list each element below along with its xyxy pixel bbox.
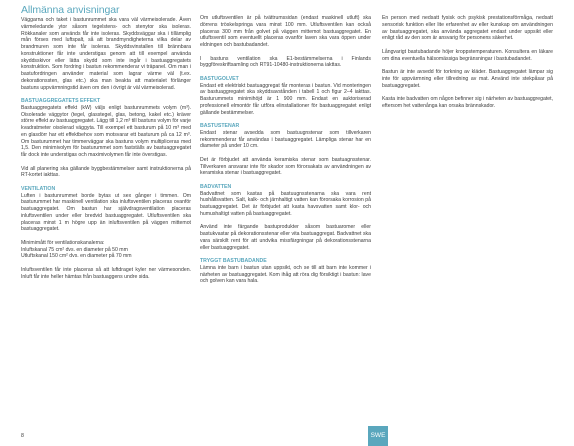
heading-stones: BASTUSTENAR [200,123,240,129]
effect-paragraph: Bastuaggregatets effekt (kW) väljs enligt bastunrummets volym (m³). Oisolerade väggytor (tegel, glasstegel, glas, betong, kakel etc.) kräver större effekt av bastuaggregatet. Lägg till 1,2 m³ till bastuns volym för varje kvadratmeter oisolerad väggyta. Till exempel ett basturum på 10 m³ med en glasdörr har ett effektbehov som motsvarar ett basturum på ca 12 m³. Om basturummet har timmerväggar ska bastuns volym multipliceras med 1,5. Den minimivolym för basturummet som fastställs av bastuaggregatet får dock inte understigas och maximivolymen får inte överstigas. [21,104,191,158]
page-title: Allmänna anvisningar [21,4,120,16]
ventilation-inlet: Inluftskanal 75 cm² dvs. en diameter på 50 mm [21,246,128,253]
drying-paragraph: Bastun är inte avsedd för torkning av kläder. Bastuaggregatet lämpar sig inte för uppvärmning eller tillredning av mat. Använd inte stekpåsar på bastuaggregatet. [382,69,553,89]
page-number: 8 [21,433,24,439]
column-left [21,4,191,280]
column-middle [200,15,371,285]
stones-paragraph: Endast stenar avsedda som bastuugnstenar som tillverkaren rekommenderar får användas i bastuaggregatet. Lämpliga stenar har en diameter på under 10 cm. [200,129,371,150]
water-paragraph: Badvattnet som kastas på bastuugnsstenarna ska vara rent hushållsvatten. Salt, kalk- och järnhaltigt vatten kan förorsaka korrosion på bastuaggregatet. Det är förbjudet att kasta havsvatten samt klor- och humushaltigt vatten på bastuaggregatet. [200,190,371,217]
outlet-paragraph: Om utluftsventilen är på tvättrumssidan (endast maskinell utluft) ska dörrens tröskelspringa vara minst 100 mm. Utluftsventilen kan också placeras 300 mm från golvet på väggen mittemot bastuaggregatet. En utluftsventil som eventuellt placeras ovanför laven ska vara öppen under eldningen och bastubadandet. [200,15,371,48]
ventilation-min-label: Minimimått för ventilationskanalerna: [21,239,105,246]
ventilation-note: Inluftsventilen får inte placeras så att luftdraget kyler ner värmesonden. Inluft får inte heller hämtas från bastuaggens undre sida. [21,266,191,280]
heading-floor: BASTUGOLVET [200,75,239,82]
effect-note: Vid all planering ska gällande byggbestämmelser samt instruktionerna på RT-kortet iakttas. [21,165,191,179]
column-right [382,15,553,110]
regulations-paragraph: I bastuns ventilation ska E1-bestämmelserna i Finlands byggföreskriftsamling och RT91-10480-instruktionerna iakttas. [200,55,371,69]
heading-ventilation: VENTILATION [21,185,56,192]
safety-paragraph: Lämna inte barn i bastun utan uppsikt, och se till att barn inte kommer i närheten av bastuaggregatet. Kom ihåg att röra dig försiktigt i bastun: lave och golven kan vara hala. [200,264,371,285]
language-tab: SWE [368,426,388,446]
ventilation-outlet: Utluftskanal 150 cm² dvs. en diameter på 70 mm [21,253,132,260]
heading-water: BADVATTEN [200,183,232,190]
supervision-paragraph: En person med nedsatt fysisk och psykisk prestationsförmåga, nedsatt sensorisk funktion eller lite erfarenhet av eller kunskap om användningen av bastuaggregatet, ska använda aggregatet endast under uppsikt eller enligt råd av den som är ansvarig för personens säkerhet. [382,15,553,42]
ventilation-paragraph: Luften i bastunrummet borde bytas ut sex gånger i timmen. Om basturummet har maskinell ventilation ska inluftsventilen placeras ovanför bastuaggregatet. Om bastun har självdragsventilation placeras inluftsventilen under eller bredvid bastuaggregatet. Utluftsventilen ska placeras minst 1 m högre upp än inluftsventilen på väggen mittemot bastuaggregatet. [21,192,191,233]
floor-paragraph: Endast ett elektriskt bastuaggregat får monteras i bastun. Vid monteringen av bastuaggregatet ska skyddsavstånden i tabell 1 och figur 2–4 iakttas. Basturummets minimihöjd är 1 900 mm. Endast en auktoriserad professionell elmontör får utföra elinstallationer för bastuaggregatet enligt gällande bestämmelser. [200,82,371,116]
intro-paragraph: Väggarna och taket i bastunrummet ska vara väl värmeisolerade. Även värmeledande ytor såsom tegelstens- och stenytor ska isoleras. Rökkanaler som används får inte isoleras. Skyddsväggar ska i tillämplig mån förses med luftspalt, så att brandmyndigheterna vilka delar av brandmuren som inte får isoleras. Skyddsvinstallen till brännbara konstruktioner får inte understigas genom att till exempel använda skyddsskivor eller lätta skydd som inte ingår i bastuaggregatets konstruktion. Som fordring i bastun rekommenderar vi träpanel. Om man i bastufordringen använder material som lagrar värme väl (t.ex. dekorationssten, glas etc.) ska man beakta att materialet förlänger bastuns uppvärmningstid även om den i övrigt är väl värmeisolerad. [21,17,191,91]
health-paragraph: Långvarigt bastubadande höjer kroppstemperaturen. Konsultera en läkare om dina eventuella hälsomässiga begränsningar i bastubadandet. [382,48,553,62]
heading-safety: TRYGGT BASTUBADANDE [200,258,267,264]
heading-effect: BASTUAGGREGATETS EFFEKT [21,98,101,104]
stones-warning: Det är förbjudet att använda keramiska stenar som bastuagnsstenar. Tillverkaren ansvarar inte för skador som förorsakats av användningen av keramiska stenar i bastuaggregatet. [200,156,371,177]
steam-paragraph: Kasta inte badvatten om någon befinner sig i närheten av bastuaggregatet, eftersom het vattenånga kan orsaka brännskador. [382,96,553,109]
water-note: Använd inte färgande bastuprodukter såsom bastuaromer eller bastukvastar på dekorationsstenar eller vita bastuaggregat. Badvattnet ska vara särskilt rent för att undvika missfärgningar på dekorationsstenarna eller bastuaggregatet. [200,224,371,251]
